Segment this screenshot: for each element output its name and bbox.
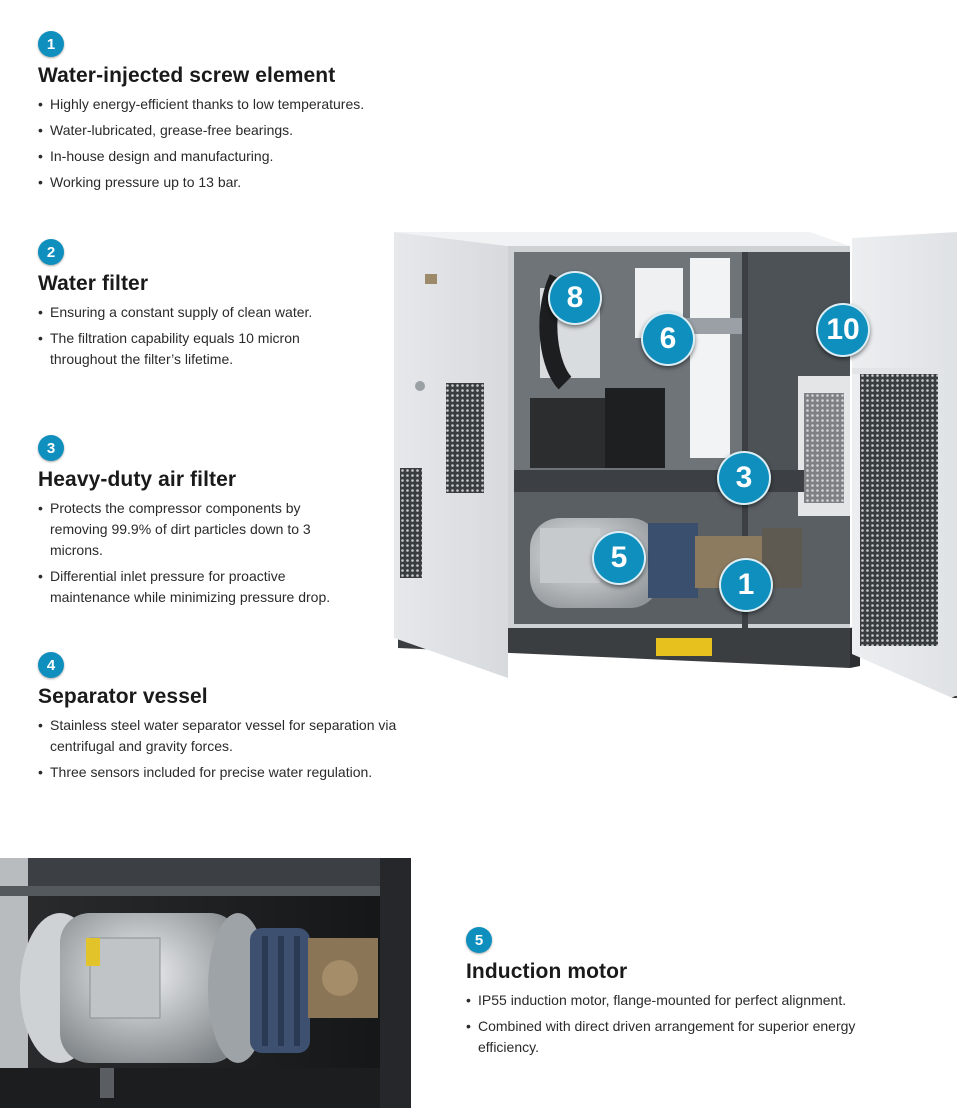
bullet-item: • Ensuring a constant supply of clean water. (38, 302, 338, 323)
feature-bullets (38, 715, 398, 783)
callout-8: 8 (548, 271, 602, 325)
feature-title: Induction motor (466, 960, 628, 983)
induction-motor-photo (0, 858, 411, 1108)
number-badge: 5 (466, 927, 492, 953)
bullet-item: • Three sensors included for precise water regulation. (38, 762, 398, 783)
bullet-item: • Stainless steel water separator vessel for separation via centrifugal and gravity forces. (38, 715, 398, 757)
callout-10: 10 (816, 303, 870, 357)
compressor-cutaway-image (390, 218, 957, 698)
callout-6: 6 (641, 312, 695, 366)
feature-section-separator-vessel (38, 652, 398, 788)
number-badge: 4 (38, 652, 64, 678)
bullet-item: • Working pressure up to 13 bar. (38, 172, 398, 193)
callout-1: 1 (719, 558, 773, 612)
number-badge: 3 (38, 435, 64, 461)
feature-bullets (38, 94, 398, 193)
feature-title: Separator vessel (38, 685, 208, 708)
bullet-item: • Water-lubricated, grease-free bearings. (38, 120, 398, 141)
bullet-item: • IP55 induction motor, flange-mounted for perfect alignment. (466, 990, 886, 1011)
feature-bullets (38, 302, 338, 370)
bullet-item: • Combined with direct driven arrangement for superior energy efficiency. (466, 1016, 886, 1058)
feature-title: Heavy-duty air filter (38, 468, 237, 491)
number-badge: 1 (38, 31, 64, 57)
callout-5: 5 (592, 531, 646, 585)
bullet-item: • The filtration capability equals 10 micron throughout the filter’s lifetime. (38, 328, 338, 370)
feature-bullets (466, 990, 886, 1058)
number-badge: 2 (38, 239, 64, 265)
feature-section-air-filter (38, 435, 358, 613)
bullet-item: • Protects the compressor components by removing 99.9% of dirt particles down to 3 microns. (38, 498, 358, 561)
bullet-item: • Differential inlet pressure for proactive maintenance while minimizing pressure drop. (38, 566, 358, 608)
motor-closeup-image (0, 858, 411, 1108)
feature-title: Water filter (38, 272, 149, 295)
feature-bullets (38, 498, 358, 608)
feature-title: Water-injected screw element (38, 64, 336, 87)
feature-section-screw-element (38, 31, 398, 198)
compressor-illustration (390, 218, 957, 698)
feature-section-water-filter (38, 239, 338, 375)
callout-3: 3 (717, 451, 771, 505)
bullet-item: • Highly energy-efficient thanks to low temperatures. (38, 94, 398, 115)
bullet-item: • In-house design and manufacturing. (38, 146, 398, 167)
feature-section-induction-motor (466, 927, 886, 1063)
